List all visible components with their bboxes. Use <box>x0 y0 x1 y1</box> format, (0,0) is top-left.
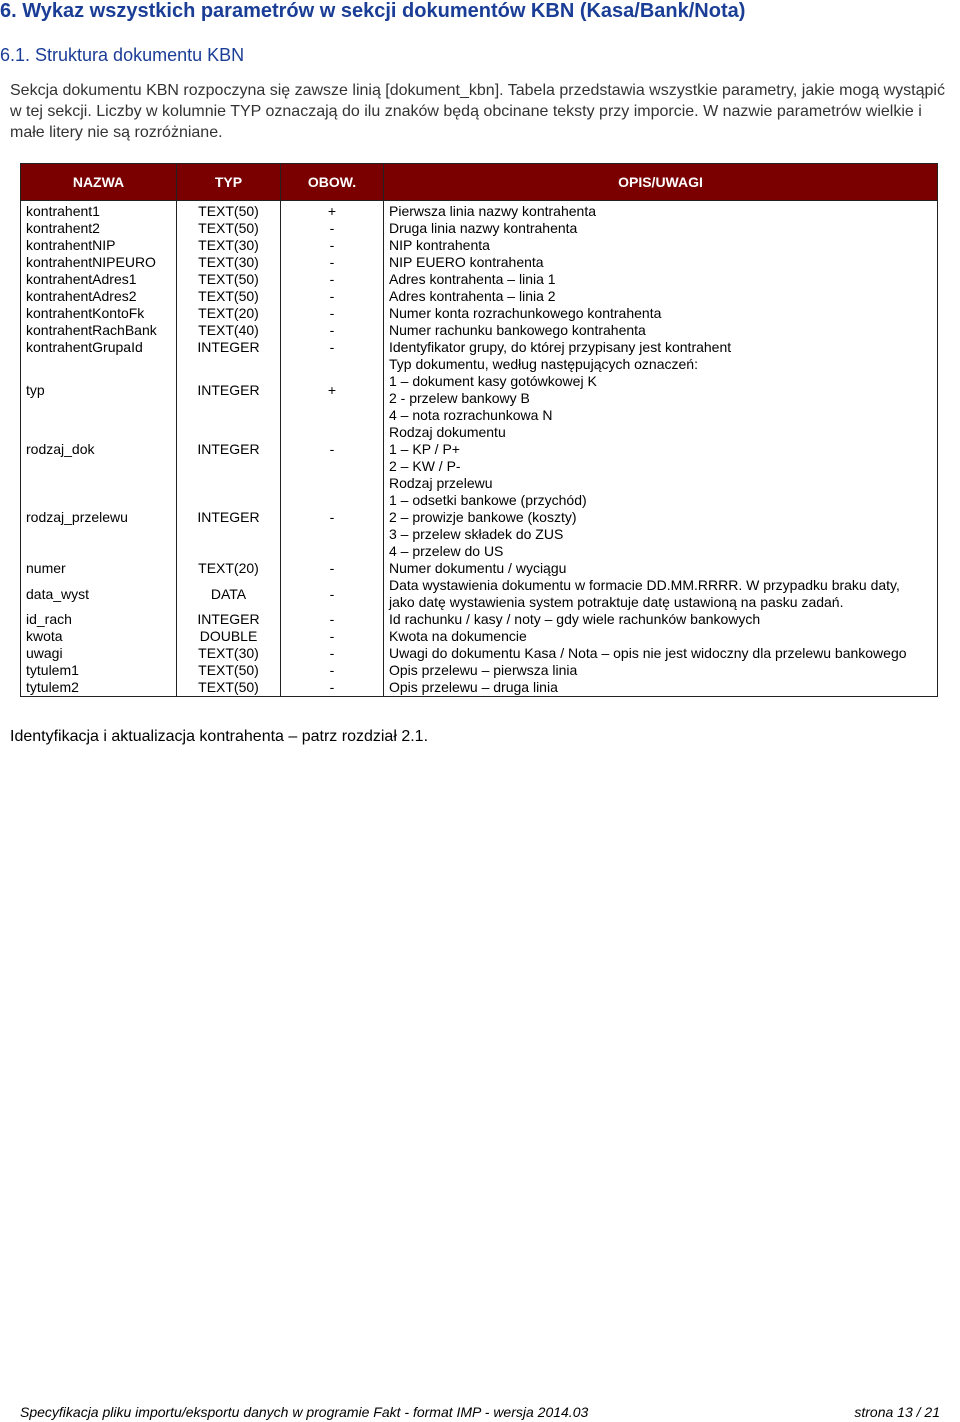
description-line: Numer dokumentu / wyciągu <box>389 560 567 576</box>
header-type: TYP <box>177 164 281 201</box>
description-line: 4 – przelew do US <box>389 543 504 559</box>
param-description <box>384 220 938 237</box>
table-row <box>21 322 938 339</box>
param-name: rodzaj_dok <box>21 424 177 475</box>
table-row <box>21 288 938 305</box>
param-name: id_rach <box>21 611 177 628</box>
description-line: Opis przelewu – pierwsza linia <box>389 662 578 678</box>
param-description <box>384 628 938 645</box>
intro-paragraph: Sekcja dokumentu KBN rozpoczyna się zawsze linią [dokument_kbn]. Tabela przedstawia wszystkie parametry, jakie mogą wystąpić w tej sekcji. Liczby w kolumnie TYP oznaczają do ilu znaków będą obcinane teksty przy imporcie. W nazwie parametrów wielkie i małe litery nie są rozróżniane. <box>10 82 945 141</box>
param-name: numer <box>21 560 177 577</box>
table-row <box>21 628 938 645</box>
param-type: TEXT(50) <box>177 201 281 221</box>
description-line: Adres kontrahenta – linia 2 <box>389 288 556 304</box>
param-required: - <box>281 220 384 237</box>
description-line: Numer rachunku bankowego kontrahenta <box>389 322 646 338</box>
table-row <box>21 611 938 628</box>
param-required: + <box>281 201 384 221</box>
param-name: data_wyst <box>21 577 177 611</box>
param-name: kwota <box>21 628 177 645</box>
param-description <box>384 424 938 475</box>
param-name: uwagi <box>21 645 177 662</box>
table-row <box>21 356 938 424</box>
param-name: kontrahentRachBank <box>21 322 177 339</box>
description-line: NIP kontrahenta <box>389 237 490 253</box>
param-type: TEXT(30) <box>177 237 281 254</box>
param-required: - <box>281 679 384 697</box>
param-required: - <box>281 577 384 611</box>
param-name: kontrahentAdres1 <box>21 271 177 288</box>
param-required: - <box>281 475 384 560</box>
footer-title: Specyfikacja pliku importu/eksportu danych w programie Fakt - format IMP - wersja 2014.03 <box>20 1404 589 1420</box>
description-line: Typ dokumentu, według następujących oznaczeń: <box>389 356 698 372</box>
table-body <box>21 201 938 697</box>
param-required: - <box>281 424 384 475</box>
param-description <box>384 322 938 339</box>
description-line: 1 – KP / P+ <box>389 441 460 457</box>
description-line: 2 – prowizje bankowe (koszty) <box>389 509 577 525</box>
param-description <box>384 577 938 611</box>
param-type: TEXT(50) <box>177 220 281 237</box>
table-row <box>21 560 938 577</box>
page-number: strona 13 / 21 <box>854 1404 940 1420</box>
header-required: OBOW. <box>281 164 384 201</box>
param-name: typ <box>21 356 177 424</box>
description-line: Identyfikator grupy, do której przypisany jest kontrahent <box>389 339 732 355</box>
param-name: kontrahentNIP <box>21 237 177 254</box>
param-description <box>384 611 938 628</box>
description-line: Adres kontrahenta – linia 1 <box>389 271 556 287</box>
parameters-table <box>20 163 938 697</box>
param-required: - <box>281 628 384 645</box>
table-row <box>21 201 938 221</box>
param-required: - <box>281 322 384 339</box>
description-line: 3 – przelew składek do ZUS <box>389 526 564 542</box>
param-type: INTEGER <box>177 339 281 356</box>
description-line: Rodzaj dokumentu <box>389 424 506 440</box>
param-type: TEXT(30) <box>177 254 281 271</box>
param-required: - <box>281 611 384 628</box>
param-name: kontrahent1 <box>21 201 177 221</box>
param-required: - <box>281 271 384 288</box>
param-description <box>384 288 938 305</box>
table-row <box>21 679 938 697</box>
param-type: INTEGER <box>177 475 281 560</box>
description-line: 2 – KW / P- <box>389 458 461 474</box>
param-name: rodzaj_przelewu <box>21 475 177 560</box>
param-type: TEXT(50) <box>177 662 281 679</box>
param-description <box>384 201 938 221</box>
header-description: OPIS/UWAGI <box>384 164 938 201</box>
param-name: tytulem1 <box>21 662 177 679</box>
param-description <box>384 339 938 356</box>
description-line: NIP EUERO kontrahenta <box>389 254 544 270</box>
param-type: TEXT(50) <box>177 271 281 288</box>
param-required: - <box>281 645 384 662</box>
param-description <box>384 356 938 424</box>
param-name: kontrahentGrupaId <box>21 339 177 356</box>
description-line: Druga linia nazwy kontrahenta <box>389 220 578 236</box>
param-type: TEXT(20) <box>177 305 281 322</box>
description-line: Data wystawienia dokumentu w formacie DD.MM.RRRR. W przypadku braku daty, <box>389 577 900 593</box>
param-description <box>384 271 938 288</box>
table-row <box>21 339 938 356</box>
description-line: 1 – dokument kasy gotówkowej K <box>389 373 597 389</box>
table-row <box>21 305 938 322</box>
param-name: kontrahentNIPEURO <box>21 254 177 271</box>
description-line: Uwagi do dokumentu Kasa / Nota – opis nie jest widoczny dla przelewu bankowego <box>389 645 907 661</box>
table-row <box>21 645 938 662</box>
param-required: + <box>281 356 384 424</box>
contractor-note: Identyfikacja i aktualizacja kontrahenta – patrz rozdział 2.1. <box>10 728 429 745</box>
description-line: 4 – nota rozrachunkowa N <box>389 407 553 423</box>
param-required: - <box>281 339 384 356</box>
table-row <box>21 424 938 475</box>
param-type: TEXT(20) <box>177 560 281 577</box>
param-type: INTEGER <box>177 424 281 475</box>
table-header-row <box>21 164 938 201</box>
param-required: - <box>281 305 384 322</box>
param-type: TEXT(40) <box>177 322 281 339</box>
table-row <box>21 475 938 560</box>
description-line: Opis przelewu – druga linia <box>389 679 558 695</box>
table-row <box>21 254 938 271</box>
section-subheading: 6.1. Struktura dokumentu KBN <box>0 45 245 65</box>
param-description <box>384 237 938 254</box>
description-line: Kwota na dokumencie <box>389 628 527 644</box>
param-description <box>384 254 938 271</box>
param-type: TEXT(30) <box>177 645 281 662</box>
param-type: TEXT(50) <box>177 679 281 697</box>
description-line: Numer konta rozrachunkowego kontrahenta <box>389 305 662 321</box>
description-line: 1 – odsetki bankowe (przychód) <box>389 492 587 508</box>
param-required: - <box>281 288 384 305</box>
table-row <box>21 237 938 254</box>
param-required: - <box>281 560 384 577</box>
param-type: DATA <box>177 577 281 611</box>
param-name: tytulem2 <box>21 679 177 697</box>
param-type: TEXT(50) <box>177 288 281 305</box>
param-type: INTEGER <box>177 611 281 628</box>
description-line: Id rachunku / kasy / noty – gdy wiele rachunków bankowych <box>389 611 761 627</box>
description-line: Rodzaj przelewu <box>389 475 493 491</box>
param-description <box>384 560 938 577</box>
table-row <box>21 220 938 237</box>
param-description <box>384 305 938 322</box>
description-line: jako datę wystawienia system potraktuje datę ustawioną na pasku zadań. <box>389 594 844 610</box>
param-required: - <box>281 662 384 679</box>
page-heading: 6. Wykaz wszystkich parametrów w sekcji dokumentów KBN (Kasa/Bank/Nota) <box>0 0 746 22</box>
param-description <box>384 645 938 662</box>
param-name: kontrahentAdres2 <box>21 288 177 305</box>
description-line: Pierwsza linia nazwy kontrahenta <box>389 203 596 219</box>
table-row <box>21 577 938 611</box>
param-description <box>384 662 938 679</box>
param-type: INTEGER <box>177 356 281 424</box>
param-required: - <box>281 237 384 254</box>
table-row <box>21 271 938 288</box>
param-description <box>384 679 938 697</box>
param-required: - <box>281 254 384 271</box>
table-row <box>21 662 938 679</box>
header-name: NAZWA <box>21 164 177 201</box>
param-name: kontrahentKontoFk <box>21 305 177 322</box>
param-name: kontrahent2 <box>21 220 177 237</box>
param-description <box>384 475 938 560</box>
description-line: 2 - przelew bankowy B <box>389 390 530 406</box>
param-type: DOUBLE <box>177 628 281 645</box>
